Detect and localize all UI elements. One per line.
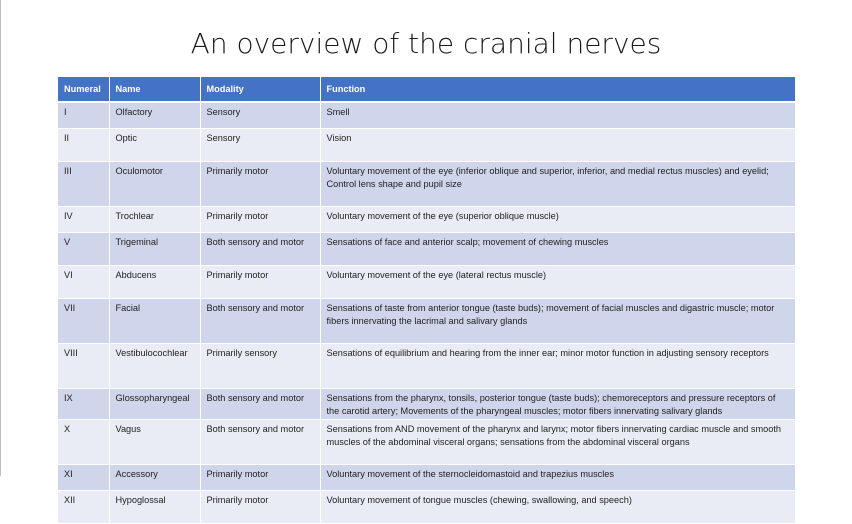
cell-numeral: V [58,233,109,266]
table-row [58,233,795,266]
cell-name: Trigeminal [109,233,200,266]
cell-modality: Both sensory and motor [200,420,320,465]
cell-numeral: XII [58,491,109,524]
column-header-numeral: Numeral [58,77,109,102]
cell-name: Abducens [109,266,200,299]
cell-modality: Primarily motor [200,465,320,491]
cell-name: Olfactory [109,102,200,129]
table-row [58,389,795,420]
cell-function: Voluntary movement of the sternocleidomastoid and trapezius muscles [320,465,795,491]
column-header-function: Function [320,77,795,102]
table-row [58,102,795,129]
cell-numeral: X [58,420,109,465]
cell-numeral: III [58,162,109,207]
cell-modality: Sensory [200,102,320,129]
cell-name: Hypoglossal [109,491,200,524]
cell-modality: Both sensory and motor [200,299,320,344]
cell-modality: Primarily sensory [200,344,320,389]
table-row [58,266,795,299]
cell-name: Oculomotor [109,162,200,207]
cell-function: Voluntary movement of the eye (superior oblique muscle) [320,207,795,233]
cell-numeral: IV [58,207,109,233]
table-header-row [58,77,795,102]
cell-modality: Sensory [200,129,320,162]
cell-modality: Both sensory and motor [200,233,320,266]
cell-function: Vision [320,129,795,162]
cell-function: Sensations from AND movement of the pharynx and larynx; motor fibers innervating cardiac muscle and smooth muscles of the abdominal visceral organs; sensations from the abdominal visceral organs [320,420,795,465]
column-header-name: Name [109,77,200,102]
cell-function: Voluntary movement of the eye (inferior oblique and superior, inferior, and medial rectus muscles) and eyelid; Control lens shape and pupil size [320,162,795,207]
cell-name: Vagus [109,420,200,465]
cell-name: Accessory [109,465,200,491]
slide-title: An overview of the cranial nerves [190,27,662,60]
cell-modality: Primarily motor [200,491,320,524]
cell-name: Facial [109,299,200,344]
cell-function: Sensations of equilibrium and hearing from the inner ear; minor motor function in adjusting sensory receptors [320,344,795,389]
table-row [58,344,795,389]
cell-function: Smell [320,102,795,129]
cell-numeral: IX [58,389,109,420]
cell-modality: Primarily motor [200,162,320,207]
cell-name: Vestibulocochlear [109,344,200,389]
cell-function: Voluntary movement of tongue muscles (chewing, swallowing, and speech) [320,491,795,524]
table-row [58,162,795,207]
cell-numeral: II [58,129,109,162]
table-row [58,465,795,491]
cell-name: Trochlear [109,207,200,233]
cell-function: Sensations of taste from anterior tongue (taste buds); movement of facial muscles and digastric muscle; motor fibers innervating the lacrimal and salivary glands [320,299,795,344]
cell-modality: Primarily motor [200,266,320,299]
cell-name: Glossopharyngeal [109,389,200,420]
table-row [58,207,795,233]
slide-left-edge [0,0,1,476]
cell-numeral: VIII [58,344,109,389]
cell-numeral: VI [58,266,109,299]
cell-numeral: VII [58,299,109,344]
cell-numeral: XI [58,465,109,491]
cell-name: Optic [109,129,200,162]
cell-function: Sensations from the pharynx, tonsils, posterior tongue (taste buds); chemoreceptors and pressure receptors of the carotid artery; Movements of the pharyngeal muscles; motor fibers innervating salivary glands [320,389,795,420]
cell-function: Voluntary movement of the eye (lateral rectus muscle) [320,266,795,299]
table-row [58,491,795,524]
cell-modality: Primarily motor [200,207,320,233]
cell-function: Sensations of face and anterior scalp; movement of chewing muscles [320,233,795,266]
table-row [58,299,795,344]
table-row [58,129,795,162]
table-row [58,420,795,465]
cell-modality: Both sensory and motor [200,389,320,420]
cranial-nerves-table [58,77,795,524]
column-header-modality: Modality [200,77,320,102]
cell-numeral: I [58,102,109,129]
